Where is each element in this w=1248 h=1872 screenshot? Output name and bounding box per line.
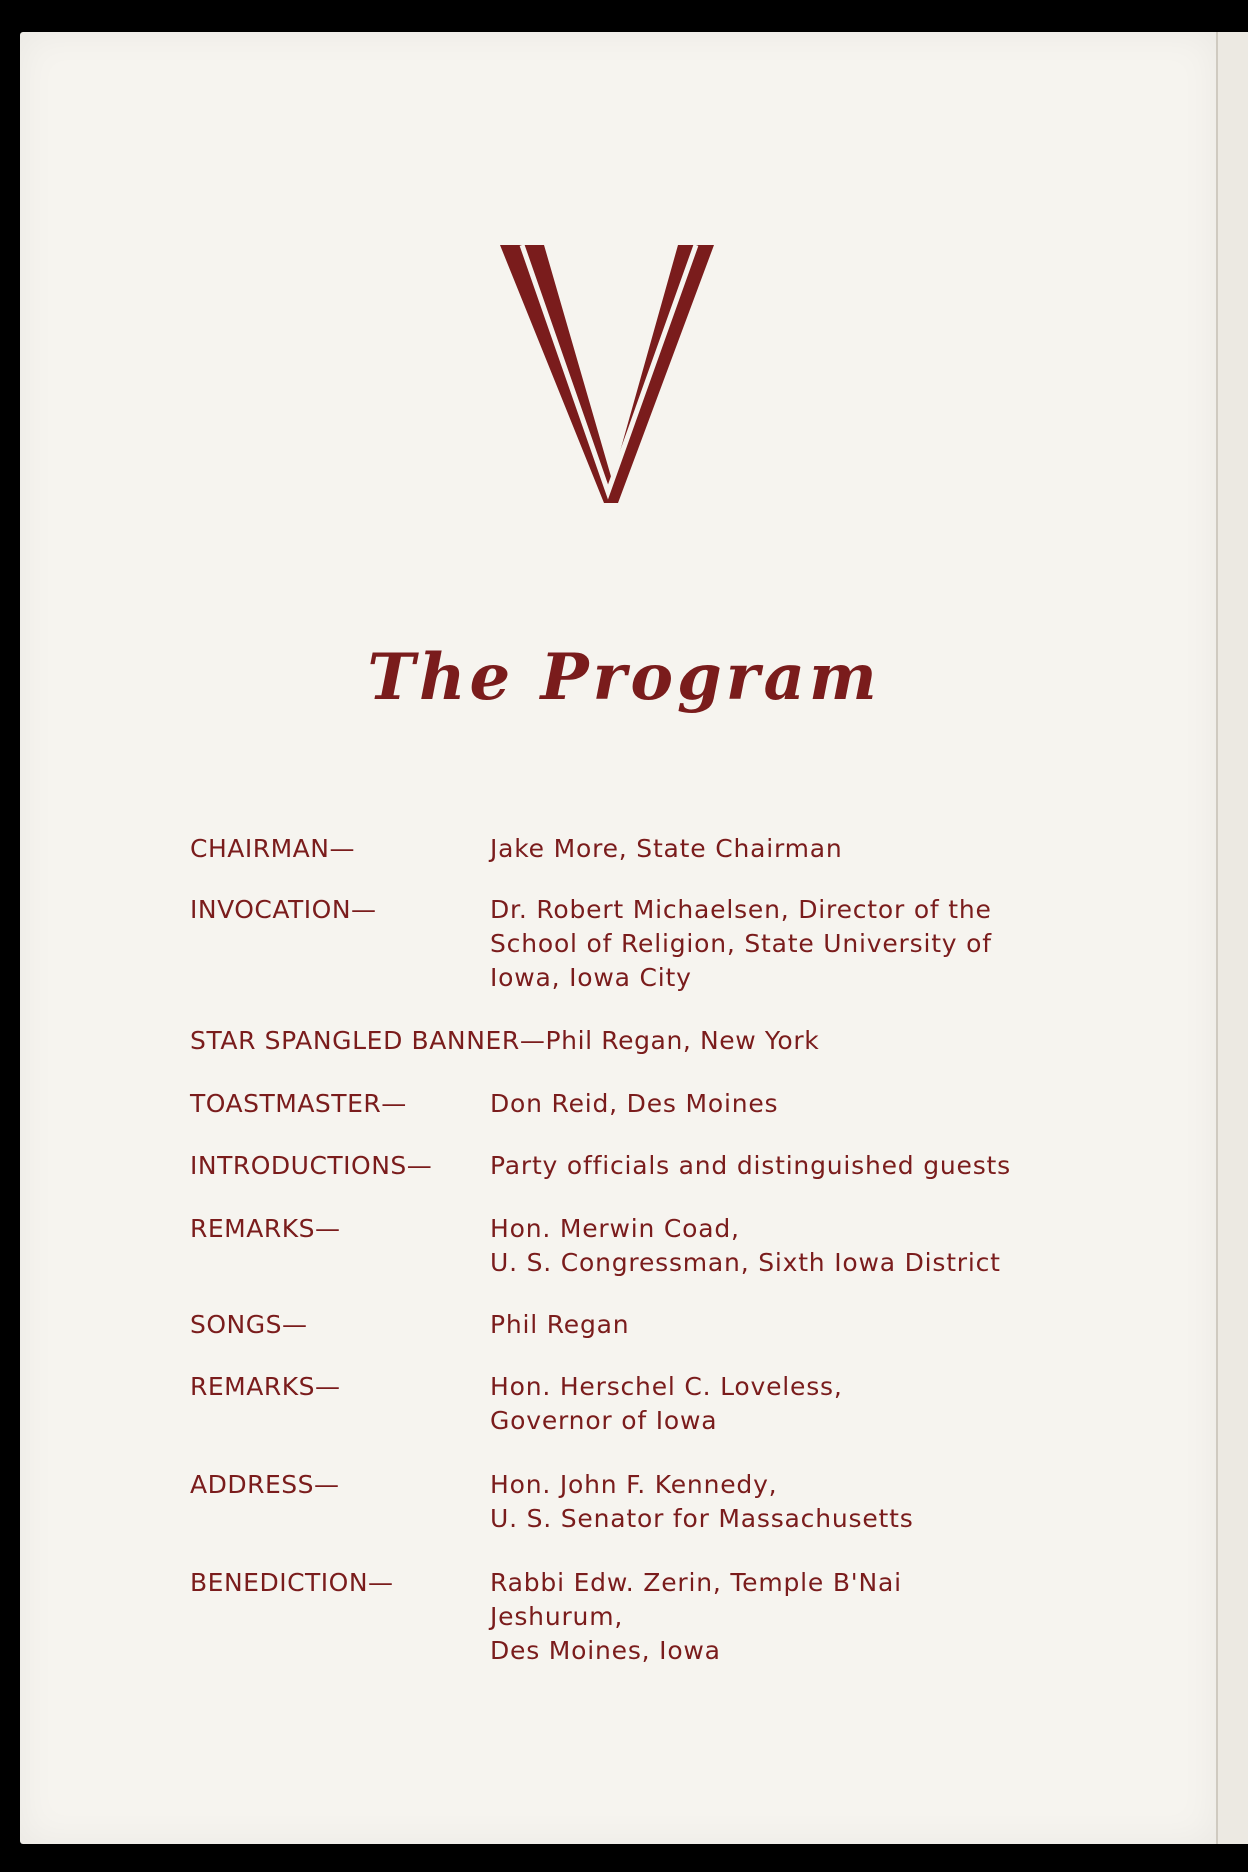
program-value: Hon. Merwin Coad, U. S. Congressman, Sixth Iowa District <box>490 1214 1001 1277</box>
program-label: ADDRESS— <box>190 1470 340 1499</box>
program-value: Dr. Robert Michaelsen, Director of the School of Religion, State University of Iowa, Iowa City <box>490 895 992 992</box>
program-value: Don Reid, Des Moines <box>490 1089 779 1118</box>
program-value: Jake More, State Chairman <box>490 834 843 863</box>
program-value: Phil Regan <box>490 1310 630 1339</box>
program-label: INTRODUCTIONS— <box>190 1151 433 1180</box>
program-value: Rabbi Edw. Zerin, Temple B'Nai Jeshurum, Des Moines, Iowa <box>490 1568 902 1665</box>
program-label: TOASTMASTER— <box>190 1089 407 1118</box>
page-title: The Program <box>367 640 881 715</box>
program-label: SONGS— <box>190 1310 308 1339</box>
program-label: CHAIRMAN— <box>190 834 355 863</box>
victory-v-emblem <box>500 245 720 505</box>
program-label: INVOCATION— <box>190 895 377 924</box>
program-value: Hon. John F. Kennedy, U. S. Senator for Massachusetts <box>490 1470 914 1533</box>
facing-page-edge <box>1216 32 1248 1844</box>
program-full-line: STAR SPANGLED BANNER—Phil Regan, New York <box>190 1026 820 1055</box>
program-value: Party officials and distinguished guests <box>490 1151 1011 1180</box>
program-label: REMARKS— <box>190 1372 341 1401</box>
program-label: BENEDICTION— <box>190 1568 394 1597</box>
program-label: REMARKS— <box>190 1214 341 1243</box>
program-value: Hon. Herschel C. Loveless, Governor of Iowa <box>490 1372 843 1435</box>
